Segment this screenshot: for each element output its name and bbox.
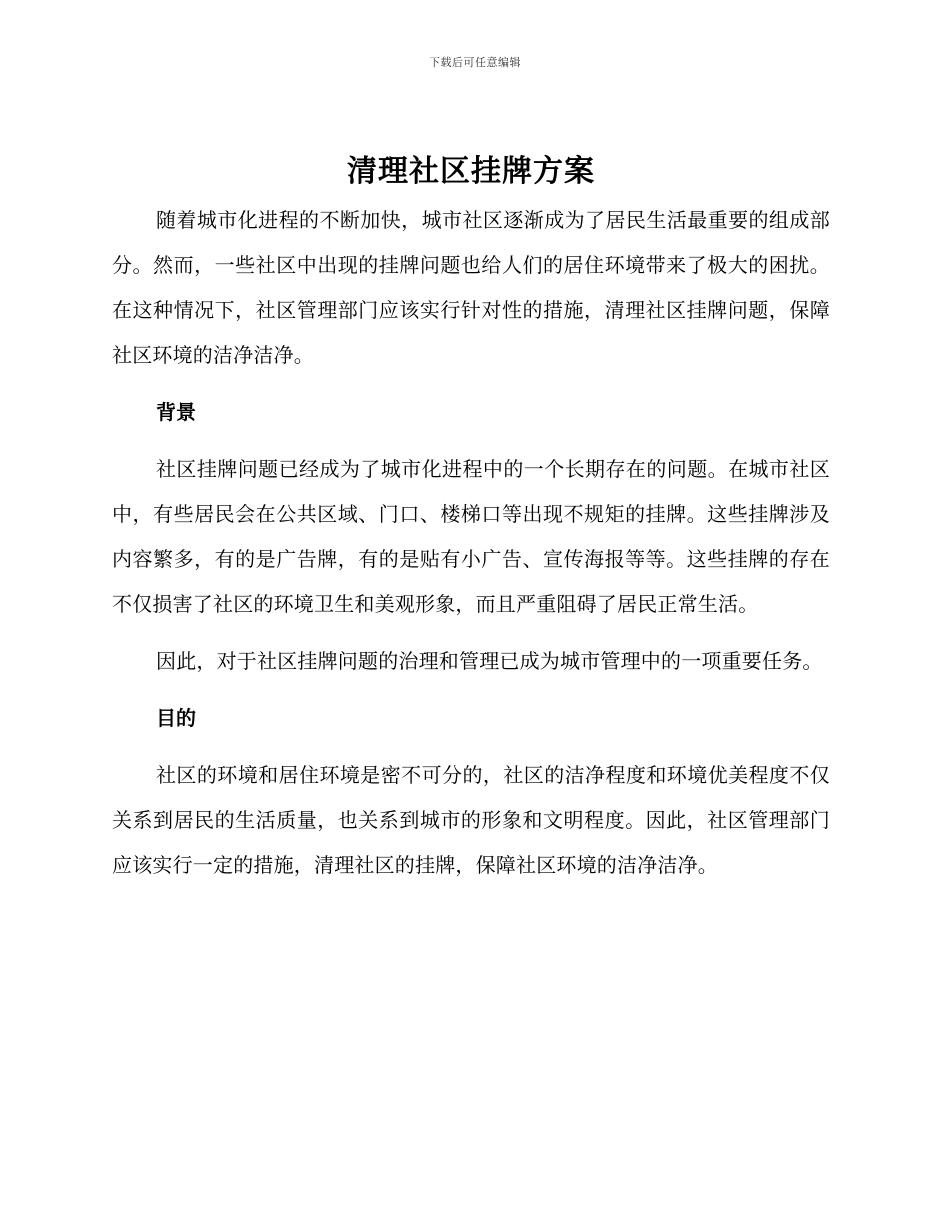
background-paragraph-2: 因此，对于社区挂牌问题的治理和管理已成为城市管理中的一项重要任务。 [156,649,823,673]
intro-paragraph: 随着城市化进程的不断加快，城市社区逐渐成为了居民生活最重要的组成部分。然而，一些社区中出现的挂牌问题也给人们的居住环境带来了极大的困扰。在这种情况下，社区管理部门应该实行针对性的措施，清理社区挂牌问题，保障社区环境的洁净洁净。 [112,208,830,367]
section-spacer [112,684,830,696]
background-paragraph-1: 社区挂牌问题已经成为了城市化进程中的一个长期存在的问题。在城市社区中，有些居民会在公共区域、门口、楼梯口等出现不规矩的挂牌。这些挂牌涉及内容繁多，有的是广告牌，有的是贴有小广告、宣传海报等等。这些挂牌的存在不仅损害了社区的环境卫生和美观形象，而且严重阻碍了居民正常生活。 [112,457,830,616]
section-spacer [112,378,830,390]
header-note: 下载后可任意编辑 [429,56,521,69]
section-spacer [112,435,830,447]
section-heading-purpose: 目的 [156,706,196,730]
section-spacer [112,741,830,753]
document-body [112,150,830,888]
document-title: 清理社区挂牌方案 [347,154,595,189]
paragraph-spacer [112,627,830,639]
purpose-paragraph-1: 社区的环境和居住环境是密不可分的，社区的洁净程度和环境优美程度不仅关系到居民的生活质量，也关系到城市的形象和文明程度。因此，社区管理部门应该实行一定的措施，清理社区的挂牌，保障社区环境的洁净洁净。 [112,763,830,877]
section-heading-background: 背景 [156,400,196,424]
